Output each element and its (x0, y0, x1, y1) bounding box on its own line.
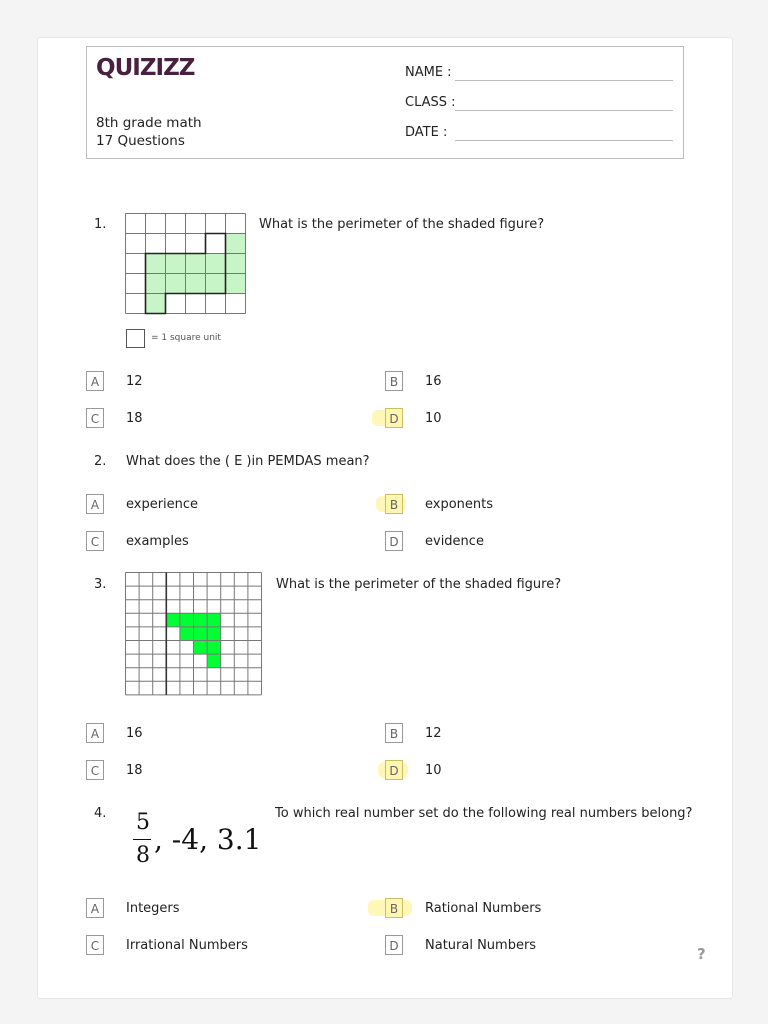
option-letter[interactable]: C (86, 408, 104, 428)
question-number: 4. (94, 806, 107, 821)
option-text[interactable]: 12 (425, 726, 442, 741)
question-number: 2. (94, 454, 107, 469)
option-letter[interactable]: A (86, 371, 104, 391)
shaded-cell (194, 613, 208, 627)
option-letter-correct[interactable]: B (385, 898, 403, 918)
option-letter[interactable]: B (385, 371, 403, 391)
option-letter[interactable]: C (86, 935, 104, 955)
date-label: DATE : (405, 125, 448, 140)
logo-letter: Z (163, 55, 179, 81)
worksheet-subject: 8th grade math (96, 115, 202, 131)
shaded-cell (180, 627, 194, 641)
date-field[interactable] (405, 125, 447, 140)
option-letter-correct[interactable]: B (385, 494, 403, 514)
shaded-cell (146, 254, 166, 274)
shaded-cell (166, 254, 186, 274)
shaded-cell (207, 654, 221, 668)
question-count: 17 Questions (96, 133, 185, 149)
logo-letter: I (155, 55, 164, 81)
option-text[interactable]: examples (126, 534, 189, 549)
option-text[interactable]: 10 (425, 411, 442, 426)
option-letter-correct[interactable]: D (385, 408, 403, 428)
option-text[interactable]: 18 (126, 411, 143, 426)
shaded-cell (206, 254, 226, 274)
quizizz-logo (96, 55, 194, 81)
option-text[interactable]: 16 (126, 726, 143, 741)
option-text[interactable]: exponents (425, 497, 494, 512)
option-text[interactable]: 16 (425, 374, 442, 389)
shaded-cell (207, 627, 221, 641)
option-text[interactable]: 18 (126, 763, 143, 778)
logo-letter: I (132, 55, 140, 81)
shaded-cell (186, 274, 206, 294)
shaded-cell (226, 254, 246, 274)
class-line[interactable] (455, 110, 673, 111)
shaded-cell (186, 254, 206, 274)
question-text: What is the perimeter of the shaded figure? (276, 577, 562, 592)
option-text[interactable]: Rational Numbers (425, 901, 542, 916)
worksheet-header (86, 46, 684, 159)
option-letter[interactable]: C (86, 531, 104, 551)
fraction-numerator: 5 (136, 810, 150, 835)
option-text[interactable]: 12 (126, 374, 143, 389)
shaded-cell (166, 613, 180, 627)
logo-letter: Q (96, 55, 115, 81)
class-field[interactable] (405, 95, 456, 110)
shaded-cell (226, 234, 246, 254)
option-letter[interactable]: A (86, 898, 104, 918)
option-text[interactable]: 10 (425, 763, 442, 778)
question-number: 3. (94, 577, 107, 592)
name-field[interactable] (405, 65, 452, 80)
option-text[interactable]: Integers (126, 901, 180, 916)
date-line[interactable] (455, 140, 673, 141)
option-letter[interactable]: D (385, 531, 403, 551)
option-letter-correct[interactable]: D (385, 760, 403, 780)
logo-letter: Z (139, 55, 156, 81)
shaded-cell (166, 274, 186, 294)
option-letter[interactable]: A (86, 723, 104, 743)
shaded-cell (206, 274, 226, 294)
option-letter[interactable]: A (86, 494, 104, 514)
shaded-cell (180, 613, 194, 627)
option-text[interactable]: evidence (425, 534, 484, 549)
option-text[interactable]: Irrational Numbers (126, 938, 248, 953)
shaded-cell (194, 627, 208, 641)
shaded-cell (226, 274, 246, 294)
shaded-cell (207, 641, 221, 655)
question-3-grid-figure (125, 572, 265, 704)
shaded-cell (207, 613, 221, 627)
question-text: To which real number set do the following real numbers belong? (275, 806, 693, 821)
logo-letter: U (114, 55, 133, 81)
question-text: What does the ( E )in PEMDAS mean? (126, 454, 370, 469)
option-letter[interactable]: D (385, 935, 403, 955)
question-1-grid-figure (125, 213, 247, 317)
fraction-denominator: 8 (136, 845, 150, 867)
name-line[interactable] (455, 80, 673, 81)
shaded-cell (194, 641, 208, 655)
option-letter[interactable]: B (385, 723, 403, 743)
option-text[interactable]: experience (126, 497, 199, 512)
unit-square-icon (126, 329, 145, 348)
question-number: 1. (94, 217, 107, 232)
name-label: NAME : (405, 65, 452, 80)
shaded-cell (146, 294, 166, 314)
help-icon[interactable]: ? (697, 945, 706, 963)
logo-letter: Z (178, 55, 195, 81)
class-label: CLASS : (405, 95, 456, 110)
option-letter[interactable]: C (86, 760, 104, 780)
option-text[interactable]: Natural Numbers (425, 938, 537, 953)
number-list: , -4, 3.1 (154, 823, 262, 856)
shaded-cell (146, 274, 166, 294)
legend-text: = 1 square unit (151, 333, 221, 343)
fraction-bar (133, 839, 151, 840)
question-text: What is the perimeter of the shaded figure? (259, 217, 545, 232)
